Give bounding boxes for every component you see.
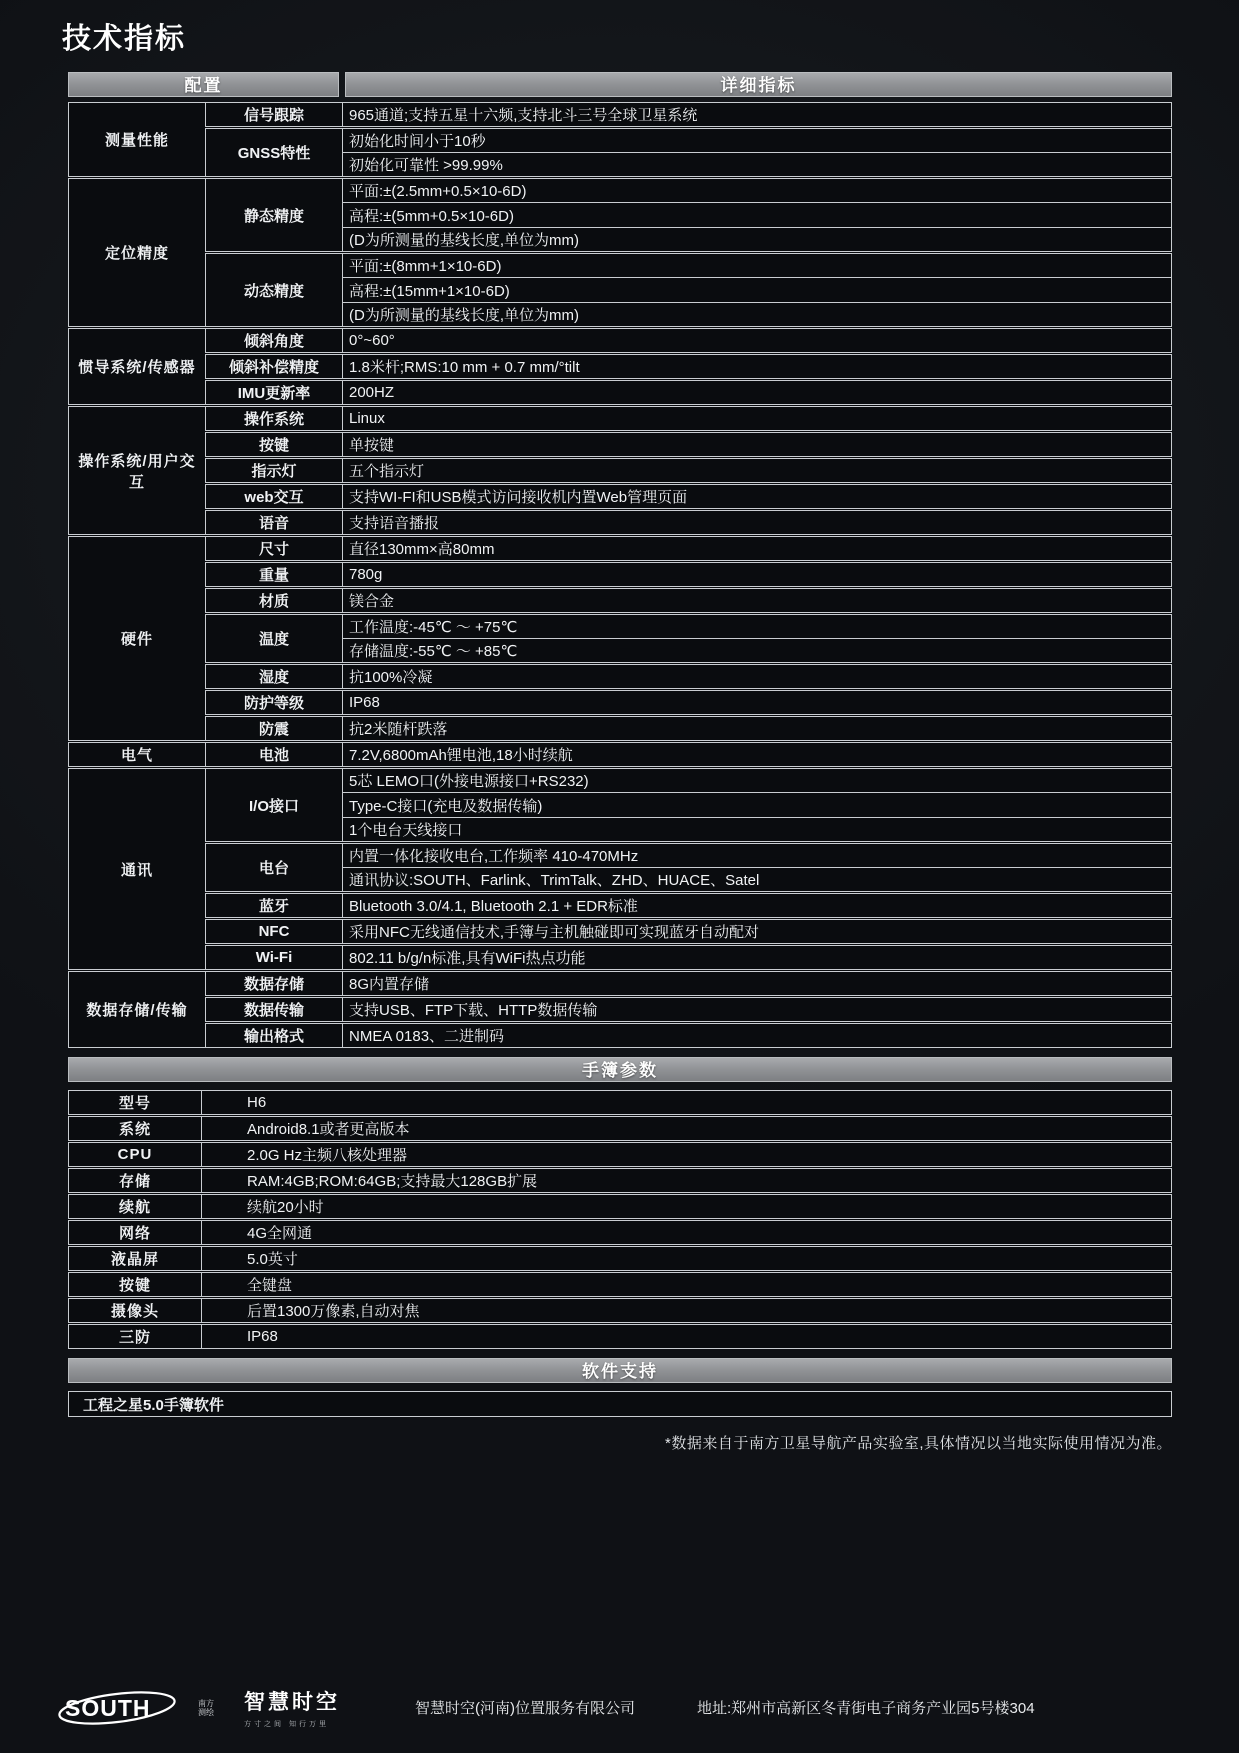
category-cell: 通讯 xyxy=(69,768,206,971)
spec-value-cell: 五个指示灯 xyxy=(343,458,1172,484)
spec-value-cell: 5芯 LEMO口(外接电源接口+RS232) xyxy=(343,768,1172,793)
table-row xyxy=(69,1194,1172,1220)
spec-label-cell: 重量 xyxy=(206,562,343,588)
software-table xyxy=(68,1391,1172,1417)
spec-label-cell: 材质 xyxy=(206,588,343,614)
spec-value-cell: 单按键 xyxy=(343,432,1172,458)
spec-table-header xyxy=(68,72,1172,97)
spec-value-cell: 续航20小时 xyxy=(202,1194,1172,1220)
table-row xyxy=(69,919,1172,945)
table-row xyxy=(69,1116,1172,1142)
spec-value-cell: 2.0G Hz主频八核处理器 xyxy=(202,1142,1172,1168)
spec-label-cell: 倾斜角度 xyxy=(206,328,343,354)
south-logo-subtext-line1: 南方 xyxy=(198,1698,214,1708)
table-row xyxy=(69,536,1172,562)
spec-value-cell: NMEA 0183、二进制码 xyxy=(343,1023,1172,1048)
table-row xyxy=(69,380,1172,406)
company-address: 地址:郑州市高新区冬青街电子商务产业园5号楼304 xyxy=(697,1700,1035,1717)
south-logo-subtext-line2: 测绘 xyxy=(198,1707,214,1717)
table-row xyxy=(69,178,1172,203)
spec-label-cell: 三防 xyxy=(69,1324,202,1349)
category-cell: 操作系统/用户交互 xyxy=(69,406,206,536)
spec-value-cell: 高程:±(15mm+1×10-6D) xyxy=(343,278,1172,303)
table-row xyxy=(69,1246,1172,1272)
category-cell: 电气 xyxy=(69,742,206,768)
spec-value-cell: 平面:±(8mm+1×10-6D) xyxy=(343,253,1172,278)
south-logo xyxy=(55,1687,214,1729)
content-column xyxy=(62,0,1172,1453)
spec-label-cell: IMU更新率 xyxy=(206,380,343,406)
category-cell: 测量性能 xyxy=(69,103,206,178)
spec-value-cell: 初始化时间小于10秒 xyxy=(343,128,1172,153)
table-row xyxy=(69,716,1172,742)
spec-value-cell: 支持USB、FTP下载、HTTP数据传输 xyxy=(343,997,1172,1023)
handheld-table xyxy=(68,1090,1172,1349)
spec-label-cell: 语音 xyxy=(206,510,343,536)
spec-value-cell: 8G内置存储 xyxy=(343,971,1172,997)
spec-value-cell: 通讯协议:SOUTH、Farlink、TrimTalk、ZHD、HUACE、Satel xyxy=(343,868,1172,893)
spec-value-cell: 965通道;支持五星十六频,支持北斗三号全球卫星系统 xyxy=(343,103,1172,128)
table-row xyxy=(69,103,1172,128)
spec-value-cell: 内置一体化接收电台,工作频率 410-470MHz xyxy=(343,843,1172,868)
spec-label-cell: 信号跟踪 xyxy=(206,103,343,128)
spec-label-cell: 温度 xyxy=(206,614,343,664)
spec-value-cell: 5.0英寸 xyxy=(202,1246,1172,1272)
spec-label-cell: 电台 xyxy=(206,843,343,893)
spec-label-cell: Wi-Fi xyxy=(206,945,343,971)
south-logo-subtext xyxy=(198,1699,214,1717)
page-footer xyxy=(55,1686,1185,1729)
spec-value-cell: 平面:±(2.5mm+0.5×10-6D) xyxy=(343,178,1172,203)
software-item-cell: 工程之星5.0手簿软件 xyxy=(69,1392,1172,1417)
table-row xyxy=(69,893,1172,919)
spec-value-cell: 采用NFC无线通信技术,手簿与主机触碰即可实现蓝牙自动配对 xyxy=(343,919,1172,945)
category-cell: 定位精度 xyxy=(69,178,206,328)
config-column-header: 配置 xyxy=(68,72,339,97)
spec-value-cell: Bluetooth 3.0/4.1, Bluetooth 2.1 + EDR标准 xyxy=(343,893,1172,919)
table-row xyxy=(69,510,1172,536)
table-row xyxy=(69,768,1172,793)
table-row xyxy=(69,1168,1172,1194)
spec-label-cell: 指示灯 xyxy=(206,458,343,484)
company-name: 智慧时空(河南)位置服务有限公司 xyxy=(415,1700,635,1717)
spec-label-cell: 型号 xyxy=(69,1091,202,1116)
spec-value-cell: IP68 xyxy=(202,1324,1172,1349)
spec-label-cell: 蓝牙 xyxy=(206,893,343,919)
spec-value-cell: 780g xyxy=(343,562,1172,588)
table-row xyxy=(69,406,1172,432)
spec-label-cell: 输出格式 xyxy=(206,1023,343,1048)
category-cell: 硬件 xyxy=(69,536,206,742)
table-row xyxy=(69,458,1172,484)
spec-label-cell: 静态精度 xyxy=(206,178,343,253)
table-row xyxy=(69,328,1172,354)
table-row xyxy=(69,1392,1172,1417)
spec-label-cell: 摄像头 xyxy=(69,1298,202,1324)
spec-label-cell: GNSS特性 xyxy=(206,128,343,178)
spec-label-cell: 动态精度 xyxy=(206,253,343,328)
spec-value-cell: (D为所测量的基线长度,单位为mm) xyxy=(343,228,1172,253)
brand-logo-text: 智慧时空 xyxy=(244,1691,340,1714)
spec-label-cell: 按键 xyxy=(69,1272,202,1298)
brand-logo xyxy=(244,1686,340,1729)
spec-value-cell: H6 xyxy=(202,1091,1172,1116)
category-cell: 惯导系统/传感器 xyxy=(69,328,206,406)
spec-value-cell: 200HZ xyxy=(343,380,1172,406)
brand-slogan: 方寸之间 知行万里 xyxy=(244,1721,329,1728)
spec-value-cell: 直径130mm×高80mm xyxy=(343,536,1172,562)
spec-label-cell: 数据传输 xyxy=(206,997,343,1023)
spec-value-cell: 1.8米杆;RMS:10 mm + 0.7 mm/°tilt xyxy=(343,354,1172,380)
spec-value-cell: (D为所测量的基线长度,单位为mm) xyxy=(343,303,1172,328)
table-row xyxy=(69,971,1172,997)
spec-label-cell: 尺寸 xyxy=(206,536,343,562)
spec-value-cell: 7.2V,6800mAh锂电池,18小时续航 xyxy=(343,742,1172,768)
spec-value-cell: 抗2米随杆跌落 xyxy=(343,716,1172,742)
detail-column-header: 详细指标 xyxy=(345,72,1172,97)
spec-value-cell: Type-C接口(充电及数据传输) xyxy=(343,793,1172,818)
table-row xyxy=(69,562,1172,588)
south-logo-swoosh-icon xyxy=(55,1687,195,1729)
table-row xyxy=(69,588,1172,614)
table-row xyxy=(69,614,1172,639)
spec-value-cell: 后置1300万像素,自动对焦 xyxy=(202,1298,1172,1324)
table-row xyxy=(69,253,1172,278)
spec-value-cell: 4G全网通 xyxy=(202,1220,1172,1246)
table-row xyxy=(69,690,1172,716)
spec-value-cell: 工作温度:-45℃ ～ +75℃ xyxy=(343,614,1172,639)
spec-value-cell: 存储温度:-55℃ ～ +85℃ xyxy=(343,639,1172,664)
spec-label-cell: 操作系统 xyxy=(206,406,343,432)
spec-label-cell: CPU xyxy=(69,1142,202,1168)
spec-value-cell: RAM:4GB;ROM:64GB;支持最大128GB扩展 xyxy=(202,1168,1172,1194)
spec-value-cell: 高程:±(5mm+0.5×10-6D) xyxy=(343,203,1172,228)
table-row xyxy=(69,945,1172,971)
spec-table xyxy=(68,102,1172,1048)
spec-label-cell: 倾斜补偿精度 xyxy=(206,354,343,380)
spec-value-cell: Linux xyxy=(343,406,1172,432)
spec-label-cell: 防护等级 xyxy=(206,690,343,716)
spec-value-cell: 支持WI-FI和USB模式访问接收机内置Web管理页面 xyxy=(343,484,1172,510)
spec-value-cell: 抗100%冷凝 xyxy=(343,664,1172,690)
spec-value-cell: 全键盘 xyxy=(202,1272,1172,1298)
spec-value-cell: Android8.1或者更高版本 xyxy=(202,1116,1172,1142)
table-row xyxy=(69,997,1172,1023)
spec-label-cell: 电池 xyxy=(206,742,343,768)
table-row xyxy=(69,1272,1172,1298)
spec-label-cell: 按键 xyxy=(206,432,343,458)
table-row xyxy=(69,1324,1172,1349)
spec-label-cell: 存储 xyxy=(69,1168,202,1194)
spec-label-cell: I/O接口 xyxy=(206,768,343,843)
table-row xyxy=(69,354,1172,380)
spec-value-cell: 镁合金 xyxy=(343,588,1172,614)
spec-value-cell: 初始化可靠性 >99.99% xyxy=(343,153,1172,178)
table-row xyxy=(69,1091,1172,1116)
page-title: 技术指标 xyxy=(62,23,187,55)
table-row xyxy=(69,843,1172,868)
spec-label-cell: 防震 xyxy=(206,716,343,742)
spec-value-cell: 支持语音播报 xyxy=(343,510,1172,536)
spec-value-cell: 802.11 b/g/n标准,具有WiFi热点功能 xyxy=(343,945,1172,971)
spec-label-cell: 网络 xyxy=(69,1220,202,1246)
table-row xyxy=(69,664,1172,690)
spec-value-cell: 1个电台天线接口 xyxy=(343,818,1172,843)
south-logo-text: SOUTH xyxy=(65,1694,151,1721)
category-cell: 数据存储/传输 xyxy=(69,971,206,1048)
table-row xyxy=(69,742,1172,768)
table-row xyxy=(69,1023,1172,1048)
spec-label-cell: 续航 xyxy=(69,1194,202,1220)
software-section-header: 软件支持 xyxy=(68,1358,1172,1383)
spec-label-cell: NFC xyxy=(206,919,343,945)
table-row xyxy=(69,1142,1172,1168)
spec-label-cell: 湿度 xyxy=(206,664,343,690)
spec-label-cell: 系统 xyxy=(69,1116,202,1142)
table-row xyxy=(69,1220,1172,1246)
spec-value-cell: IP68 xyxy=(343,690,1172,716)
table-row xyxy=(69,432,1172,458)
table-row xyxy=(69,484,1172,510)
table-row xyxy=(69,1298,1172,1324)
spec-label-cell: 液晶屏 xyxy=(69,1246,202,1272)
spec-label-cell: 数据存储 xyxy=(206,971,343,997)
handheld-section-header: 手簿参数 xyxy=(68,1057,1172,1082)
table-row xyxy=(69,128,1172,153)
spec-label-cell: web交互 xyxy=(206,484,343,510)
spec-value-cell: 0°~60° xyxy=(343,328,1172,354)
data-source-footnote: *数据来自于南方卫星导航产品实验室,具体情况以当地实际使用情况为准。 xyxy=(664,1435,1172,1452)
